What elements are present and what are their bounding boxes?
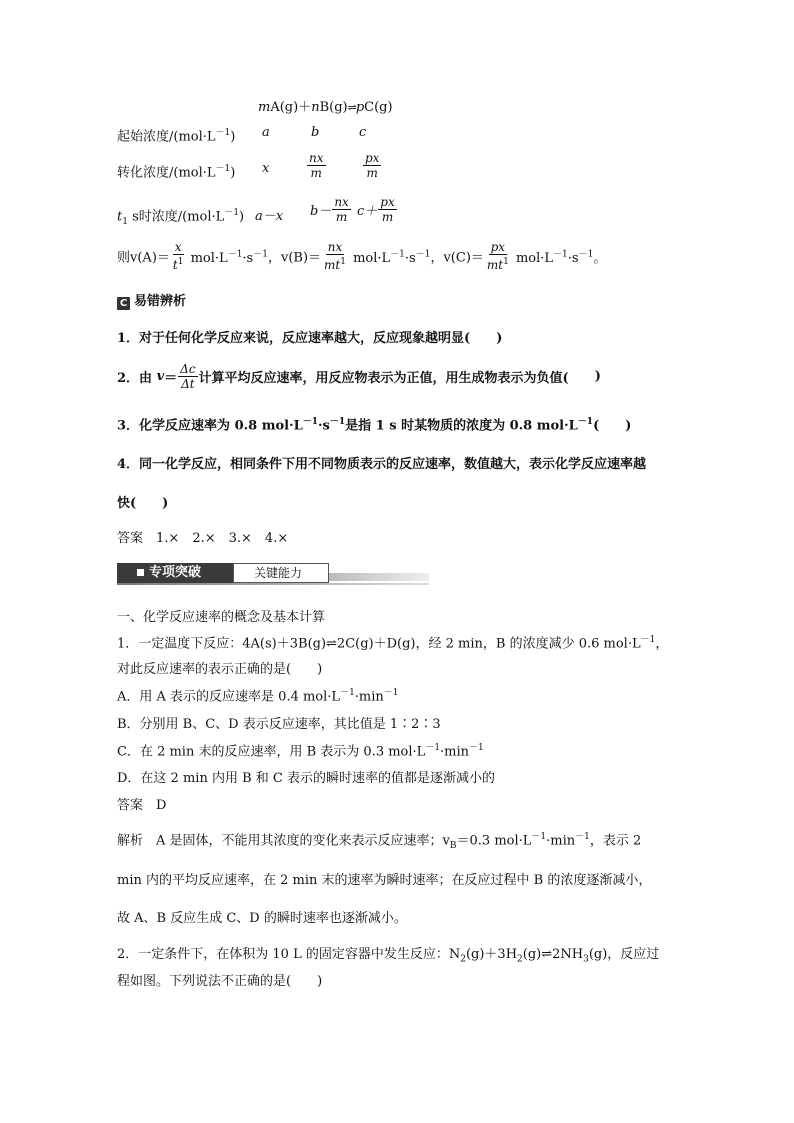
row-initial-c: c <box>359 125 367 140</box>
row-change-nx-fraction: $\frac{nx}{m}$ <box>309 151 324 180</box>
q1-option-d: D．在这 2 min 内用 B 和 C 表示的瞬时速率的值都是逐渐减小的 <box>117 771 495 786</box>
q2-line1: 2．一定条件下，在体积为 10 L 的固定容器中发生反应：$N_2(g)+3H_2(g)\rightleftharpoons 2NH_3(g)$，反应过 <box>117 947 660 965</box>
error-item-3: 3．化学反应速率为 0.8 $mol\cdot L^{-1}\cdot s^{-1}$是指 1 s 时某物质的浓度为 0.8 $mol\cdot L^{-1}$( ) <box>117 417 632 434</box>
row-initial-a: a <box>262 125 270 140</box>
q1-option-a: A．用 A 表示的反应速率是 0.4 $mol\cdot L^{-1}\cdot\min^{-1}$ <box>117 688 399 705</box>
q2-line2: 程如图。下列说法不正确的是( ) <box>117 974 323 989</box>
row-change-x: x <box>262 161 270 176</box>
q1-analysis-line1: 解析 A 是固体，不能用其浓度的变化来表示反应速率；$v_B=0.3$ $mol\cdot L^{-1}\cdot\min^{-1}$，表示 2 <box>117 832 642 851</box>
q1-option-c: C．在 2 min 末的反应速率，用 B 表示为 0.3 $mol\cdot L^{-1}\cdot\min^{-1}$ <box>117 743 484 760</box>
row-t1-c-expression: c＋ $\frac{px}{m}$ <box>357 195 395 224</box>
q1-line1: 1．一定温度下反应：4A(s)＋3B(g)⇌2C(g)＋D(g)，经 2 min，B 的浓度减少 0.6 $mol\cdot L^{-1}$， <box>117 635 669 652</box>
reaction-equation: mA(g)＋nB(g)⇌pC(g) <box>258 100 393 115</box>
q1-analysis-line3: 故 A、B 反应生成 C、D 的瞬时速率也逐渐减小。 <box>117 911 407 926</box>
row-t1-label: $t_1$ s时浓度$/(mol\cdot L^{-1})$ <box>117 208 245 227</box>
error-item-4-line2: 快( ) <box>117 496 169 511</box>
q1-line2: 对此反应速率的表示正确的是( ) <box>117 662 323 677</box>
row-change-px-fraction: $\frac{px}{m}$ <box>365 151 380 180</box>
row-initial-b: b <box>311 125 320 140</box>
error-answer: 答案 1.× 2.× 3.× 4.× <box>117 531 289 546</box>
error-item-2: 2．由 v＝ $\frac{\Delta c}{\Delta t}$ 计算平均反应速率，用反应物表示为正值，用生成物表示为负值( ) <box>117 362 601 391</box>
rate-expressions: 则v(A)＝ $\frac{x}{t^1}$ $mol\cdot L^{-1}\cdot s^{-1}$，v(B)＝ $\frac{nx}{mt^1}$ $mol\cdot L^{-1}\cdot s^{-1}$，v(C)＝ $\frac{px}{mt^1}$ $mol\cdot L^{-1}\cdot s^{-1}$。 <box>117 240 607 272</box>
q1-analysis-line2: min 内的平均反应速率，在 2 min 末的速率为瞬时速率；在反应过程中 B 的浓度逐渐减小， <box>117 873 652 888</box>
equilibrium-arrow-icon: ⇌ <box>347 101 356 114</box>
section-c-icon: C <box>117 297 130 310</box>
banner-dark-tab: 专项突破 <box>117 563 233 583</box>
topic-heading: 一、化学反应速率的概念及基本计算 <box>117 610 326 625</box>
row-t1-b-expression: b－ $\frac{nx}{m}$ <box>310 195 349 224</box>
section-banner <box>117 561 429 585</box>
q1-answer: 答案 D <box>117 798 167 813</box>
error-item-1: 1．对于任何化学反应来说，反应速率越大，反应现象越明显( ) <box>117 331 503 346</box>
row-t1-a-minus-x: a－x <box>255 209 284 224</box>
section-error-header: C 易错辨析 <box>117 290 186 310</box>
row-change-label: 转化浓度$/(mol\cdot L^{-1})$ <box>117 164 236 181</box>
error-item-4-line1: 4．同一化学反应，相同条件下用不同物质表示的反应速率，数值越大，表示化学反应速率越 <box>117 457 647 472</box>
row-initial-label: 起始浓度$/(mol\cdot L^{-1})$ <box>117 128 236 145</box>
q1-option-b: B．分别用 B、C、D 表示反应速率，其比值是 1∶2∶3 <box>117 717 441 732</box>
banner-light-tab: 关键能力 <box>233 563 329 583</box>
